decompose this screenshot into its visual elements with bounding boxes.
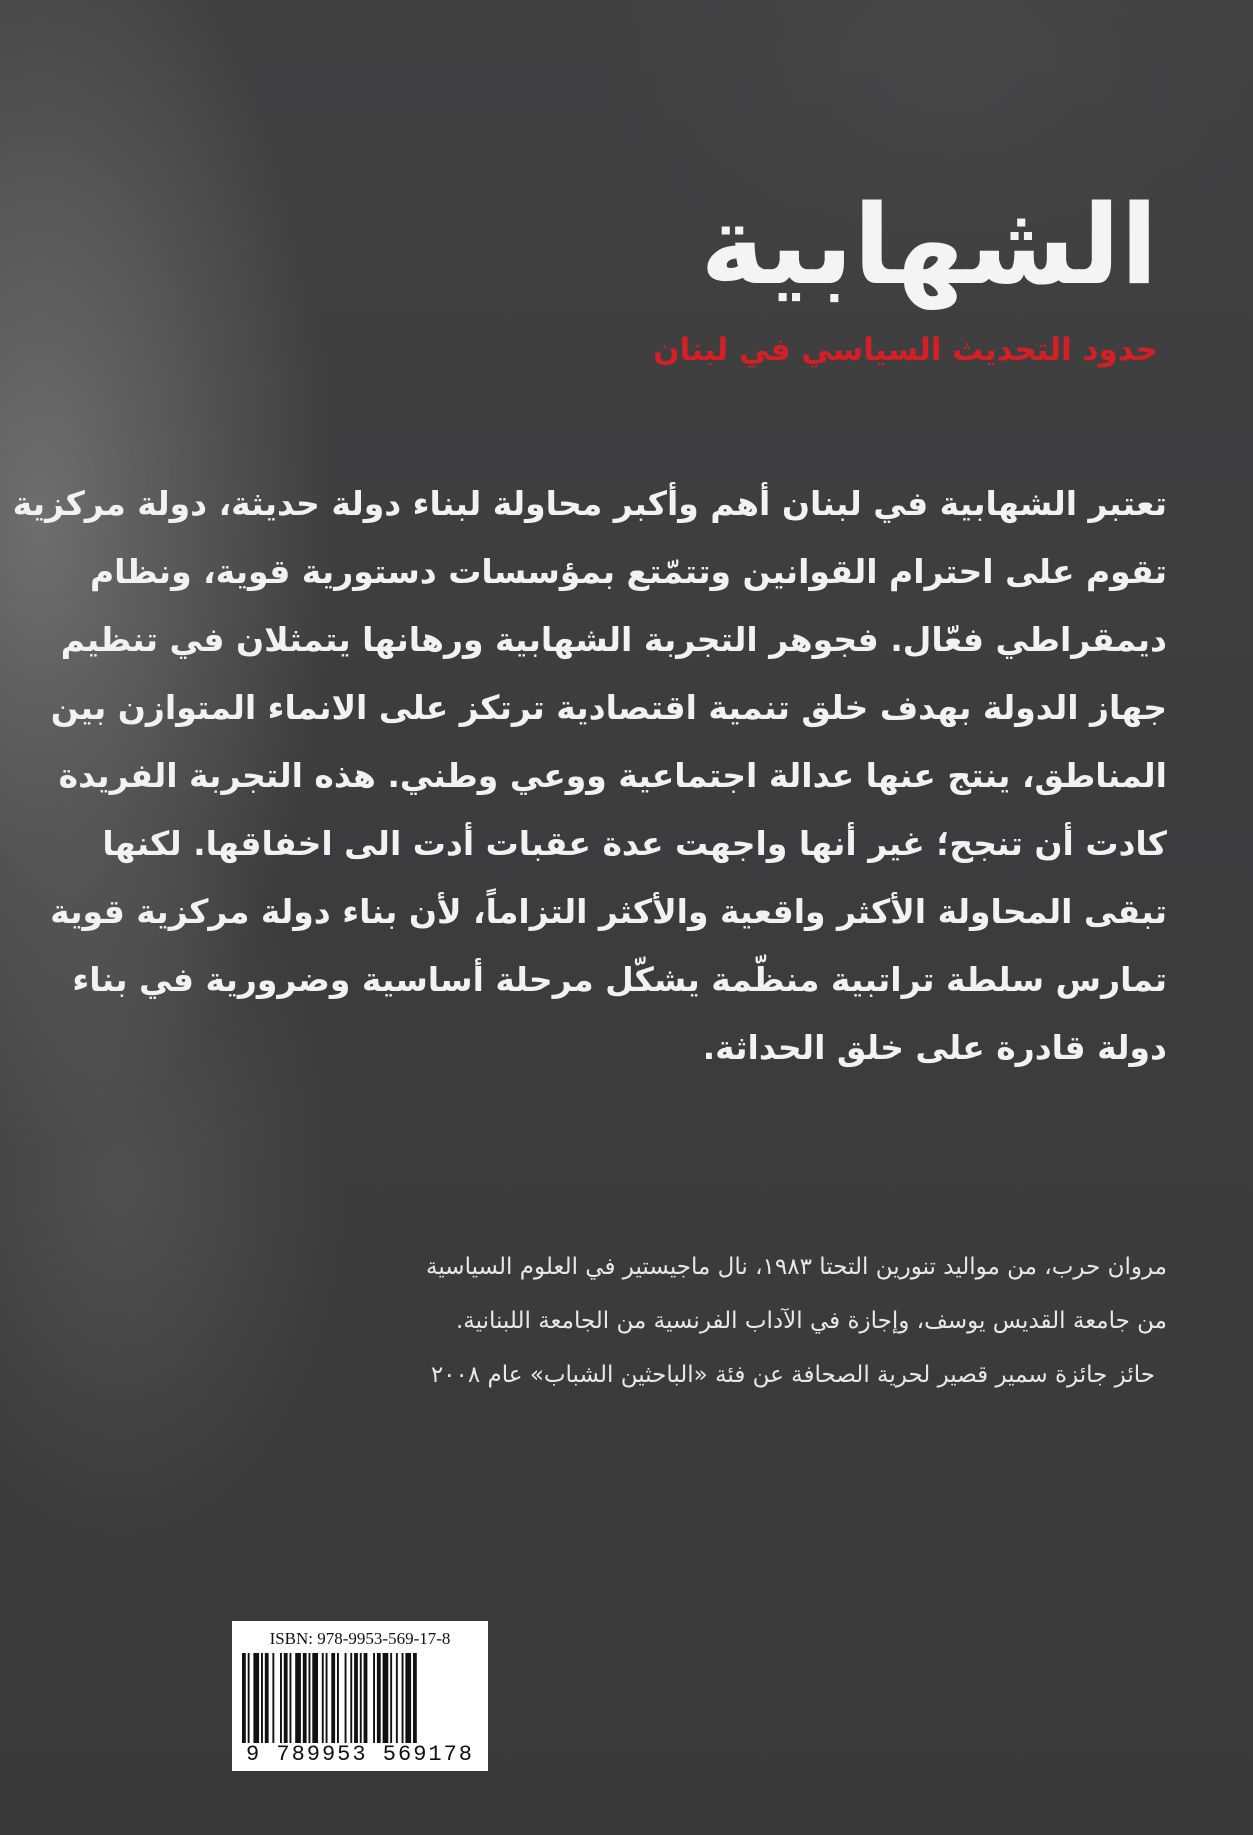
blurb-paragraph	[12, 470, 1167, 1082]
blurb-line: كادت أن تنجح؛ غير أنها واجهت عدة عقبات أدت الى اخفاقها. لكنها	[102, 824, 1167, 863]
book-title: الشهابية	[700, 181, 1158, 309]
award-line: حائز جائزة سمير قصير لحرية الصحافة عن فئة «الباحثين الشباب» عام ٢٠٠٨	[430, 1362, 1155, 1388]
blurb-line: تمارس سلطة تراتبية منظّمة يشكّل مرحلة أساسية وضرورية في بناء	[72, 960, 1167, 999]
book-subtitle: حدود التحديث السياسي في لبنان	[653, 332, 1158, 368]
blurb-line: ديمقراطي فعّال. فجوهر التجربة الشهابية ورهانها يتمثلان في تنظيم	[60, 620, 1167, 659]
barcode-number: 9 789953 569178	[245, 1742, 475, 1767]
barcode-bars-icon	[240, 1653, 480, 1743]
blurb-line: دولة قادرة على خلق الحداثة.	[702, 1028, 1167, 1067]
author-bio-line: من جامعة القديس يوسف، وإجازة في الآداب الفرنسية من الجامعة اللبنانية.	[456, 1308, 1167, 1334]
isbn-barcode	[232, 1621, 488, 1771]
blurb-line: المناطق، ينتج عنها عدالة اجتماعية ووعي وطني. هذه التجربة الفريدة	[58, 756, 1167, 795]
blurb-line: تقوم على احترام القوانين وتتمّتع بمؤسسات دستورية قوية، ونظام	[89, 552, 1167, 591]
blurb-line: جهاز الدولة بهدف خلق تنمية اقتصادية ترتكز على الانماء المتوازن بين	[50, 688, 1167, 727]
author-bio-line: مروان حرب، من مواليد تنورين التحتا ١٩٨٣، نال ماجيستير في العلوم السياسية	[426, 1254, 1167, 1280]
author-bio	[217, 1240, 1167, 1402]
isbn-label: ISBN: 978-9953-569-17-8	[269, 1629, 451, 1648]
blurb-line: تبقى المحاولة الأكثر واقعية والأكثر التزاماً، لأن بناء دولة مركزية قوية	[50, 892, 1167, 931]
blurb-line: تعتبر الشهابية في لبنان أهم وأكبر محاولة لبناء دولة حديثة، دولة مركزية	[12, 484, 1167, 523]
